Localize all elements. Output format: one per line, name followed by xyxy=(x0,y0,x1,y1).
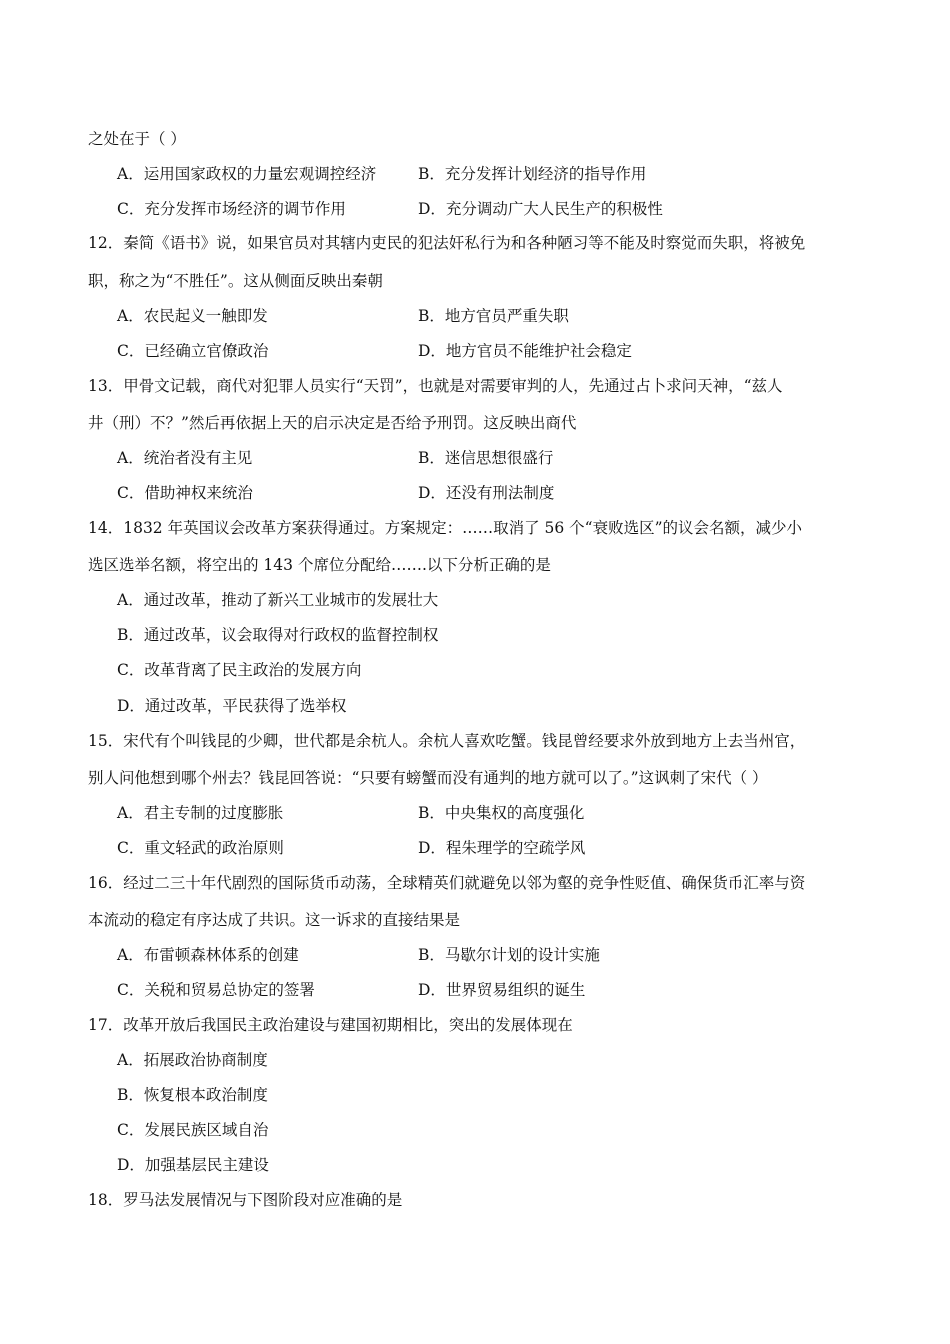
q12-option-b: B．地方官员严重失职 xyxy=(418,307,569,325)
q14-stem-line-2: 选区选举名额，将空出的 143 个席位分配给…….以下分析正确的是 xyxy=(88,556,551,574)
q15-option-b: B．中央集权的高度强化 xyxy=(418,804,585,822)
q11-option-a: A．运用国家政权的力量宏观调控经济 xyxy=(117,165,377,183)
q12-option-a: A．农民起义一触即发 xyxy=(117,307,268,325)
q12-option-d: D．地方官员不能维护社会稳定 xyxy=(418,342,632,360)
q14-stem-line-1: 14．1832 年英国议会改革方案获得通过。方案规定：……取消了 56 个“衰败选区”的议会名额，减少小 xyxy=(88,519,803,537)
q17-option-a: A．拓展政治协商制度 xyxy=(117,1051,268,1069)
q13-stem-line-2: 井（刑）不？”然后再依据上天的启示决定是否给予刑罚。这反映出商代 xyxy=(88,414,577,432)
q14-option-b: B．通过改革，议会取得对行政权的监督控制权 xyxy=(117,626,439,644)
q12-stem-line-2: 职，称之为“不胜任”。这从侧面反映出秦朝 xyxy=(88,272,383,290)
q18-stem-line-1: 18．罗马法发展情况与下图阶段对应准确的是 xyxy=(88,1191,403,1209)
q13-stem-line-1: 13．甲骨文记载，商代对犯罪人员实行“天罚”，也就是对需要审判的人，先通过占卜求问天神，“兹人 xyxy=(88,377,783,395)
q16-stem-line-1: 16．经过二三十年代剧烈的国际货币动荡，全球精英们就避免以邻为壑的竞争性贬值、确保货币汇率与资 xyxy=(88,874,806,892)
q15-option-a: A．君主专制的过度膨胀 xyxy=(117,804,284,822)
q15-stem-line-2: 别人问他想到哪个州去？钱昆回答说：“只要有螃蟹而没有通判的地方就可以了。”这讽刺了宋代（ ） xyxy=(88,769,768,787)
q16-option-a: A．布雷顿森林体系的创建 xyxy=(117,946,299,964)
q16-option-c: C．关税和贸易总协定的签署 xyxy=(117,981,315,999)
q11-stem-tail: 之处在于（ ） xyxy=(88,130,186,148)
q17-stem-line-1: 17．改革开放后我国民主政治建设与建国初期相比，突出的发展体现在 xyxy=(88,1016,573,1034)
q11-option-c: C．充分发挥市场经济的调节作用 xyxy=(117,200,346,218)
q11-option-d: D．充分调动广大人民生产的积极性 xyxy=(418,200,663,218)
q13-option-a: A．统治者没有主见 xyxy=(117,449,253,467)
q14-option-c: C．改革背离了民主政治的发展方向 xyxy=(117,661,362,679)
q17-option-d: D．加强基层民主建设 xyxy=(117,1156,269,1174)
q14-option-d: D．通过改革，平民获得了选举权 xyxy=(117,697,347,715)
q16-option-b: B．马歇尔计划的设计实施 xyxy=(418,946,600,964)
q13-option-b: B．迷信思想很盛行 xyxy=(418,449,554,467)
q15-option-c: C．重文轻武的政治原则 xyxy=(117,839,284,857)
q15-option-d: D．程朱理学的空疏学风 xyxy=(418,839,586,857)
q15-stem-line-1: 15．宋代有个叫钱昆的少卿，世代都是余杭人。余杭人喜欢吃蟹。钱昆曾经要求外放到地方上去当州官， xyxy=(88,732,806,750)
q13-option-d: D．还没有刑法制度 xyxy=(418,484,555,502)
q16-option-d: D．世界贸易组织的诞生 xyxy=(418,981,586,999)
q13-option-c: C．借助神权来统治 xyxy=(117,484,253,502)
q11-option-b: B．充分发挥计划经济的指导作用 xyxy=(418,165,647,183)
q12-stem-line-1: 12．秦简《语书》说，如果官员对其辖内吏民的犯法奸私行为和各种陋习等不能及时察觉而失职，将被免 xyxy=(88,234,806,252)
q16-stem-line-2: 本流动的稳定有序达成了共识。这一诉求的直接结果是 xyxy=(88,911,461,929)
q14-option-a: A．通过改革，推动了新兴工业城市的发展壮大 xyxy=(117,591,439,609)
q12-option-c: C．已经确立官僚政治 xyxy=(117,342,269,360)
q17-option-b: B．恢复根本政治制度 xyxy=(117,1086,268,1104)
q17-option-c: C．发展民族区域自治 xyxy=(117,1121,269,1139)
